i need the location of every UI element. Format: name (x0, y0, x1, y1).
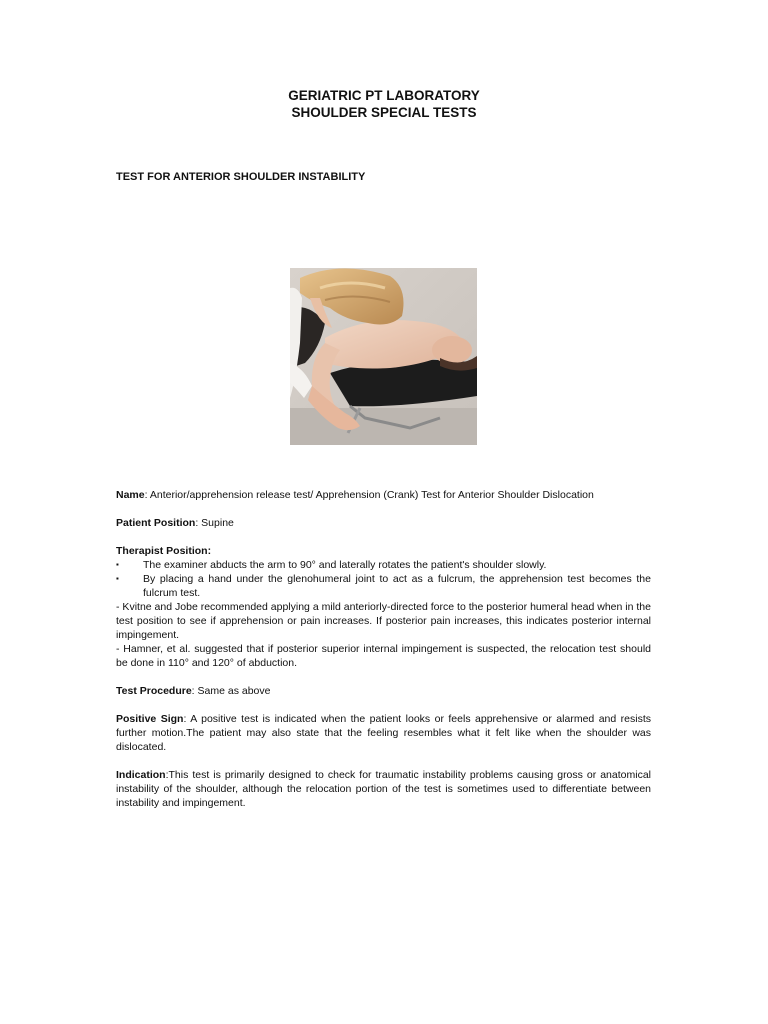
indication-label: Indication (116, 769, 166, 781)
bullet-square-icon: ▪ (116, 560, 119, 569)
title-line-2: SHOULDER SPECIAL TESTS (291, 105, 477, 120)
kvitne-jobe-note: - Kvitne and Jobe recommended applying a mild anteriorly-directed force to the posterior humeral head when in the test position to see if apprehension or pain increases. If posterior pain increases, this indicates posterior internal impingement. (116, 601, 651, 641)
hamner-note: - Hamner, et al. suggested that if posterior superior internal impingement is suspected, the relocation test should be done in 110° and 120° of abduction. (116, 643, 651, 669)
list-item (116, 572, 651, 600)
list-item (116, 558, 651, 572)
name-field (116, 488, 651, 502)
bullet-square-icon: ▪ (116, 574, 119, 583)
therapist-position-field (116, 544, 651, 670)
title-line-1: GERIATRIC PT LABORATORY (288, 88, 480, 103)
test-procedure-field (116, 684, 651, 698)
positive-sign-value: : A positive test is indicated when the patient looks or feels apprehensive or alarmed and resists further motion.The patient may also state that the feeling resembles what it felt like when the shoulder was dislocated. (116, 713, 651, 753)
bullet-text: The examiner abducts the arm to 90° and laterally rotates the patient's shoulder slowly. (143, 559, 547, 571)
therapist-position-colon: : (207, 545, 212, 557)
patient-position-field (116, 516, 651, 530)
apprehension-test-photo (290, 268, 477, 445)
indication-field (116, 768, 651, 810)
test-description (116, 488, 651, 824)
positive-sign-label: Positive Sign (116, 713, 184, 725)
patient-position-label: Patient Position (116, 517, 196, 529)
document-title (0, 87, 768, 121)
bullet-text: By placing a hand under the glenohumeral joint to act as a fulcrum, the apprehension test becomes the fulcrum test. (143, 573, 651, 599)
therapist-position-label: Therapist Position (116, 545, 208, 557)
name-label: Name (116, 489, 145, 501)
therapist-position-bullets (116, 558, 651, 600)
section-heading: TEST FOR ANTERIOR SHOULDER INSTABILITY (116, 171, 366, 183)
patient-position-value: : Supine (195, 517, 234, 529)
test-procedure-value: : Same as above (191, 685, 271, 697)
name-value: : Anterior/apprehension release test/ Apprehension (Crank) Test for Anterior Shoulder Dislocation (144, 489, 594, 501)
test-procedure-label: Test Procedure (116, 685, 192, 697)
indication-value: :This test is primarily designed to check for traumatic instability problems causing gross or anatomical instability of the shoulder, although the relocation portion of the test is sometimes used to differentiate between instability and impingement. (116, 769, 651, 809)
therapist-position-heading (116, 544, 651, 558)
positive-sign-field (116, 712, 651, 754)
